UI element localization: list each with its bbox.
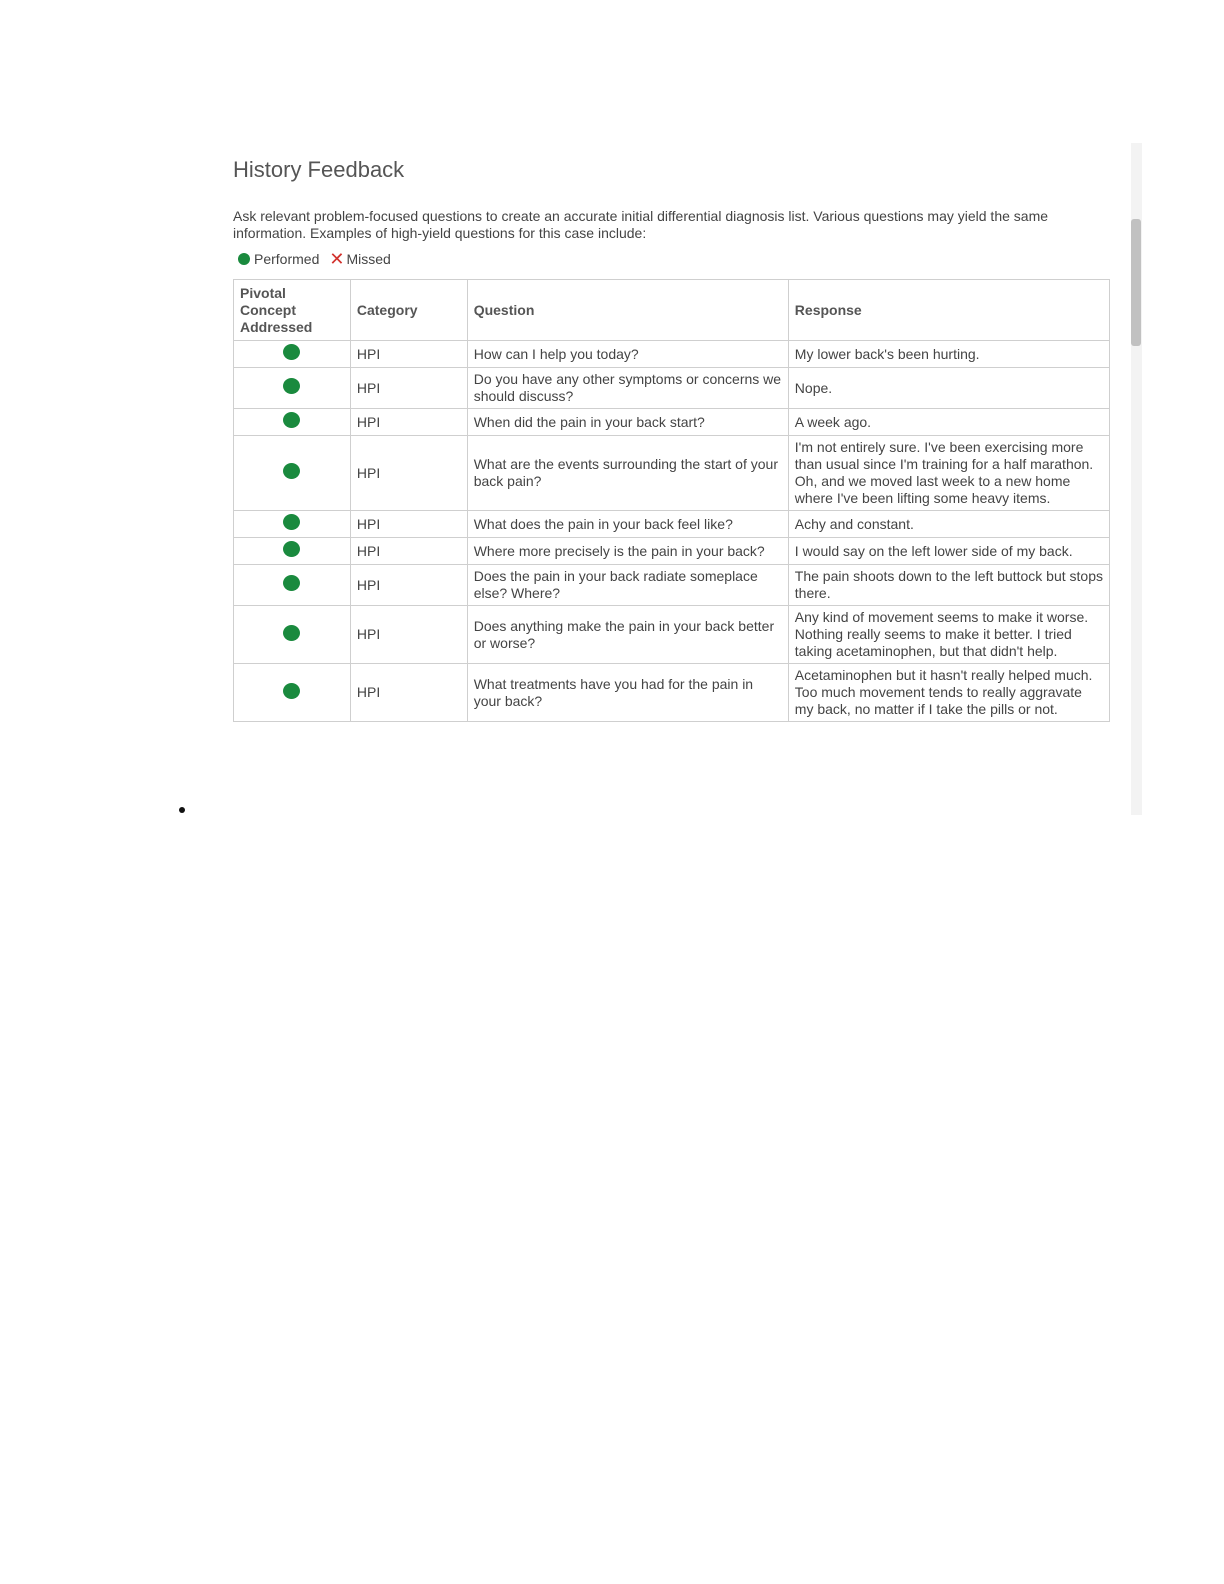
question-cell: Where more precisely is the pain in your back?: [467, 538, 788, 565]
header-response: Response: [788, 280, 1109, 341]
status-cell: [234, 409, 351, 436]
category-cell: HPI: [350, 409, 467, 436]
table-body: [234, 341, 1110, 722]
question-cell: When did the pain in your back start?: [467, 409, 788, 436]
table-row: [234, 409, 1110, 436]
question-cell: What does the pain in your back feel like?: [467, 511, 788, 538]
category-cell: HPI: [350, 606, 467, 664]
table-row: [234, 538, 1110, 565]
table-row: [234, 368, 1110, 409]
status-cell: [234, 606, 351, 664]
table-row: [234, 436, 1110, 511]
status-cell: [234, 565, 351, 606]
response-cell: A week ago.: [788, 409, 1109, 436]
header-question: Question: [467, 280, 788, 341]
category-cell: HPI: [350, 664, 467, 722]
legend: [238, 251, 391, 267]
missed-x-icon: ✕: [329, 249, 345, 269]
status-cell: [234, 341, 351, 368]
performed-dot-icon: [283, 541, 300, 557]
status-cell: [234, 436, 351, 511]
table-row: [234, 565, 1110, 606]
status-cell: [234, 664, 351, 722]
performed-dot-icon: [283, 463, 300, 479]
table-row: [234, 511, 1110, 538]
category-cell: HPI: [350, 511, 467, 538]
category-cell: HPI: [350, 538, 467, 565]
performed-dot-icon: [283, 412, 300, 428]
table-row: [234, 341, 1110, 368]
response-cell: My lower back's been hurting.: [788, 341, 1109, 368]
performed-dot-icon: [238, 253, 250, 265]
question-cell: How can I help you today?: [467, 341, 788, 368]
header-pivotal-concept: Pivotal Concept Addressed: [234, 280, 351, 341]
header-category: Category: [350, 280, 467, 341]
legend-performed-label: Performed: [254, 251, 320, 267]
category-cell: HPI: [350, 341, 467, 368]
status-cell: [234, 511, 351, 538]
intro-text: Ask relevant problem-focused questions to create an accurate initial differential diagnosis list. Various questions may yield the same information. Examples of high-yield questions for this case include:: [233, 208, 1049, 241]
scrollbar-thumb[interactable]: [1131, 219, 1141, 346]
performed-dot-icon: [283, 344, 300, 360]
history-feedback-panel: [224, 143, 1142, 815]
category-cell: HPI: [350, 436, 467, 511]
category-cell: HPI: [350, 565, 467, 606]
response-cell: Acetaminophen but it hasn't really helped much. Too much movement tends to really aggravate my back, no matter if I take the pills or not.: [788, 664, 1109, 722]
question-cell: Do you have any other symptoms or concerns we should discuss?: [467, 368, 788, 409]
list-bullet: [179, 807, 185, 813]
category-cell: HPI: [350, 368, 467, 409]
feedback-table: [233, 279, 1110, 722]
response-cell: I'm not entirely sure. I've been exercising more than usual since I'm training for a half marathon. Oh, and we moved last week to a new home where I've been lifting some heavy items.: [788, 436, 1109, 511]
table-row: [234, 664, 1110, 722]
performed-dot-icon: [283, 625, 300, 641]
response-cell: The pain shoots down to the left buttock but stops there.: [788, 565, 1109, 606]
response-cell: I would say on the left lower side of my back.: [788, 538, 1109, 565]
question-cell: Does anything make the pain in your back better or worse?: [467, 606, 788, 664]
question-cell: Does the pain in your back radiate someplace else? Where?: [467, 565, 788, 606]
status-cell: [234, 538, 351, 565]
performed-dot-icon: [283, 378, 300, 394]
response-cell: Nope.: [788, 368, 1109, 409]
response-cell: Achy and constant.: [788, 511, 1109, 538]
table-row: [234, 606, 1110, 664]
performed-dot-icon: [283, 683, 300, 699]
page-title: History Feedback: [233, 157, 405, 182]
performed-dot-icon: [283, 575, 300, 591]
question-cell: What treatments have you had for the pain in your back?: [467, 664, 788, 722]
question-cell: What are the events surrounding the start of your back pain?: [467, 436, 788, 511]
response-cell: Any kind of movement seems to make it worse. Nothing really seems to make it better. I tried taking acetaminophen, but that didn't help.: [788, 606, 1109, 664]
table-header-row: [234, 280, 1110, 341]
performed-dot-icon: [283, 514, 300, 530]
status-cell: [234, 368, 351, 409]
legend-missed-label: Missed: [346, 251, 391, 267]
